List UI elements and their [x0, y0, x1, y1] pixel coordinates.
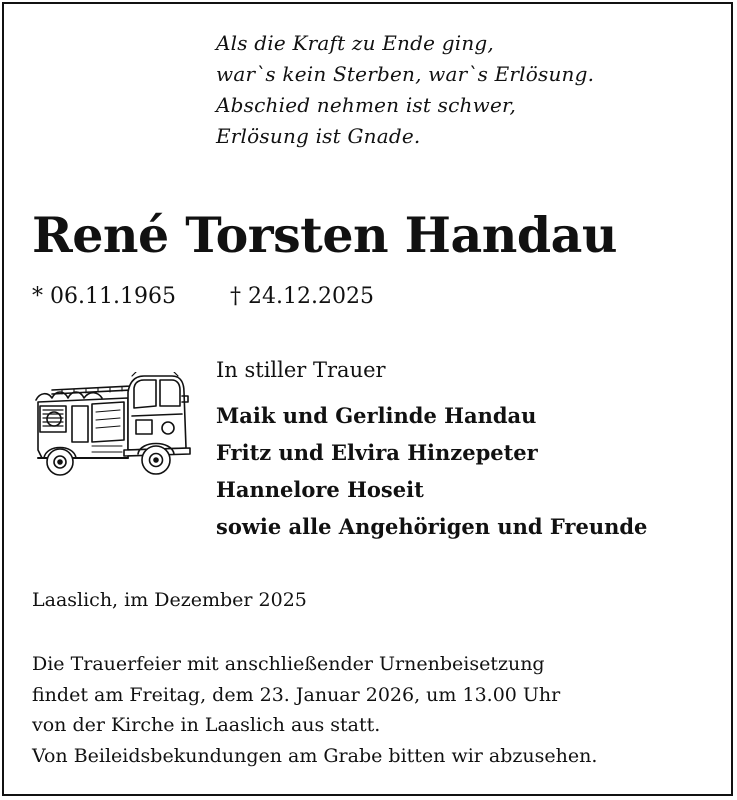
funeral-info-line: findet am Freitag, dem 23. Januar 2026, um 13.00 Uhr: [32, 683, 561, 706]
funeral-info-line: Von Beileidsbekundungen am Grabe bitten wir abzusehen.: [32, 744, 598, 767]
fire-truck-icon: [32, 372, 194, 480]
death-date: † 24.12.2025: [230, 284, 374, 309]
poem-line: Erlösung ist Gnade.: [216, 124, 421, 148]
poem: [216, 28, 594, 152]
funeral-info: [32, 649, 597, 771]
mourner-name: sowie alle Angehörigen und Freunde: [216, 514, 648, 539]
birth-date: * 06.11.1965: [32, 284, 176, 309]
poem-line: Als die Kraft zu Ende ging,: [216, 31, 494, 55]
deceased-name: René Torsten Handau: [32, 206, 617, 264]
mourner-name: Fritz und Elvira Hinzepeter: [216, 440, 538, 465]
mourner-name: Maik und Gerlinde Handau: [216, 403, 537, 428]
poem-line: Abschied nehmen ist schwer,: [216, 93, 517, 117]
place-and-date: Laaslich, im Dezember 2025: [32, 589, 307, 611]
funeral-info-line: von der Kirche in Laaslich aus statt.: [32, 714, 381, 736]
poem-line: war`s kein Sterben, war`s Erlösung.: [216, 62, 595, 86]
mourner-name: Hannelore Hoseit: [216, 477, 424, 502]
mourner-list: [216, 397, 647, 545]
funeral-info-line: Die Trauerfeier mit anschließender Urnenbeisetzung: [32, 653, 545, 675]
mourning-intro: In stiller Trauer: [216, 358, 386, 382]
life-dates: [32, 282, 374, 312]
